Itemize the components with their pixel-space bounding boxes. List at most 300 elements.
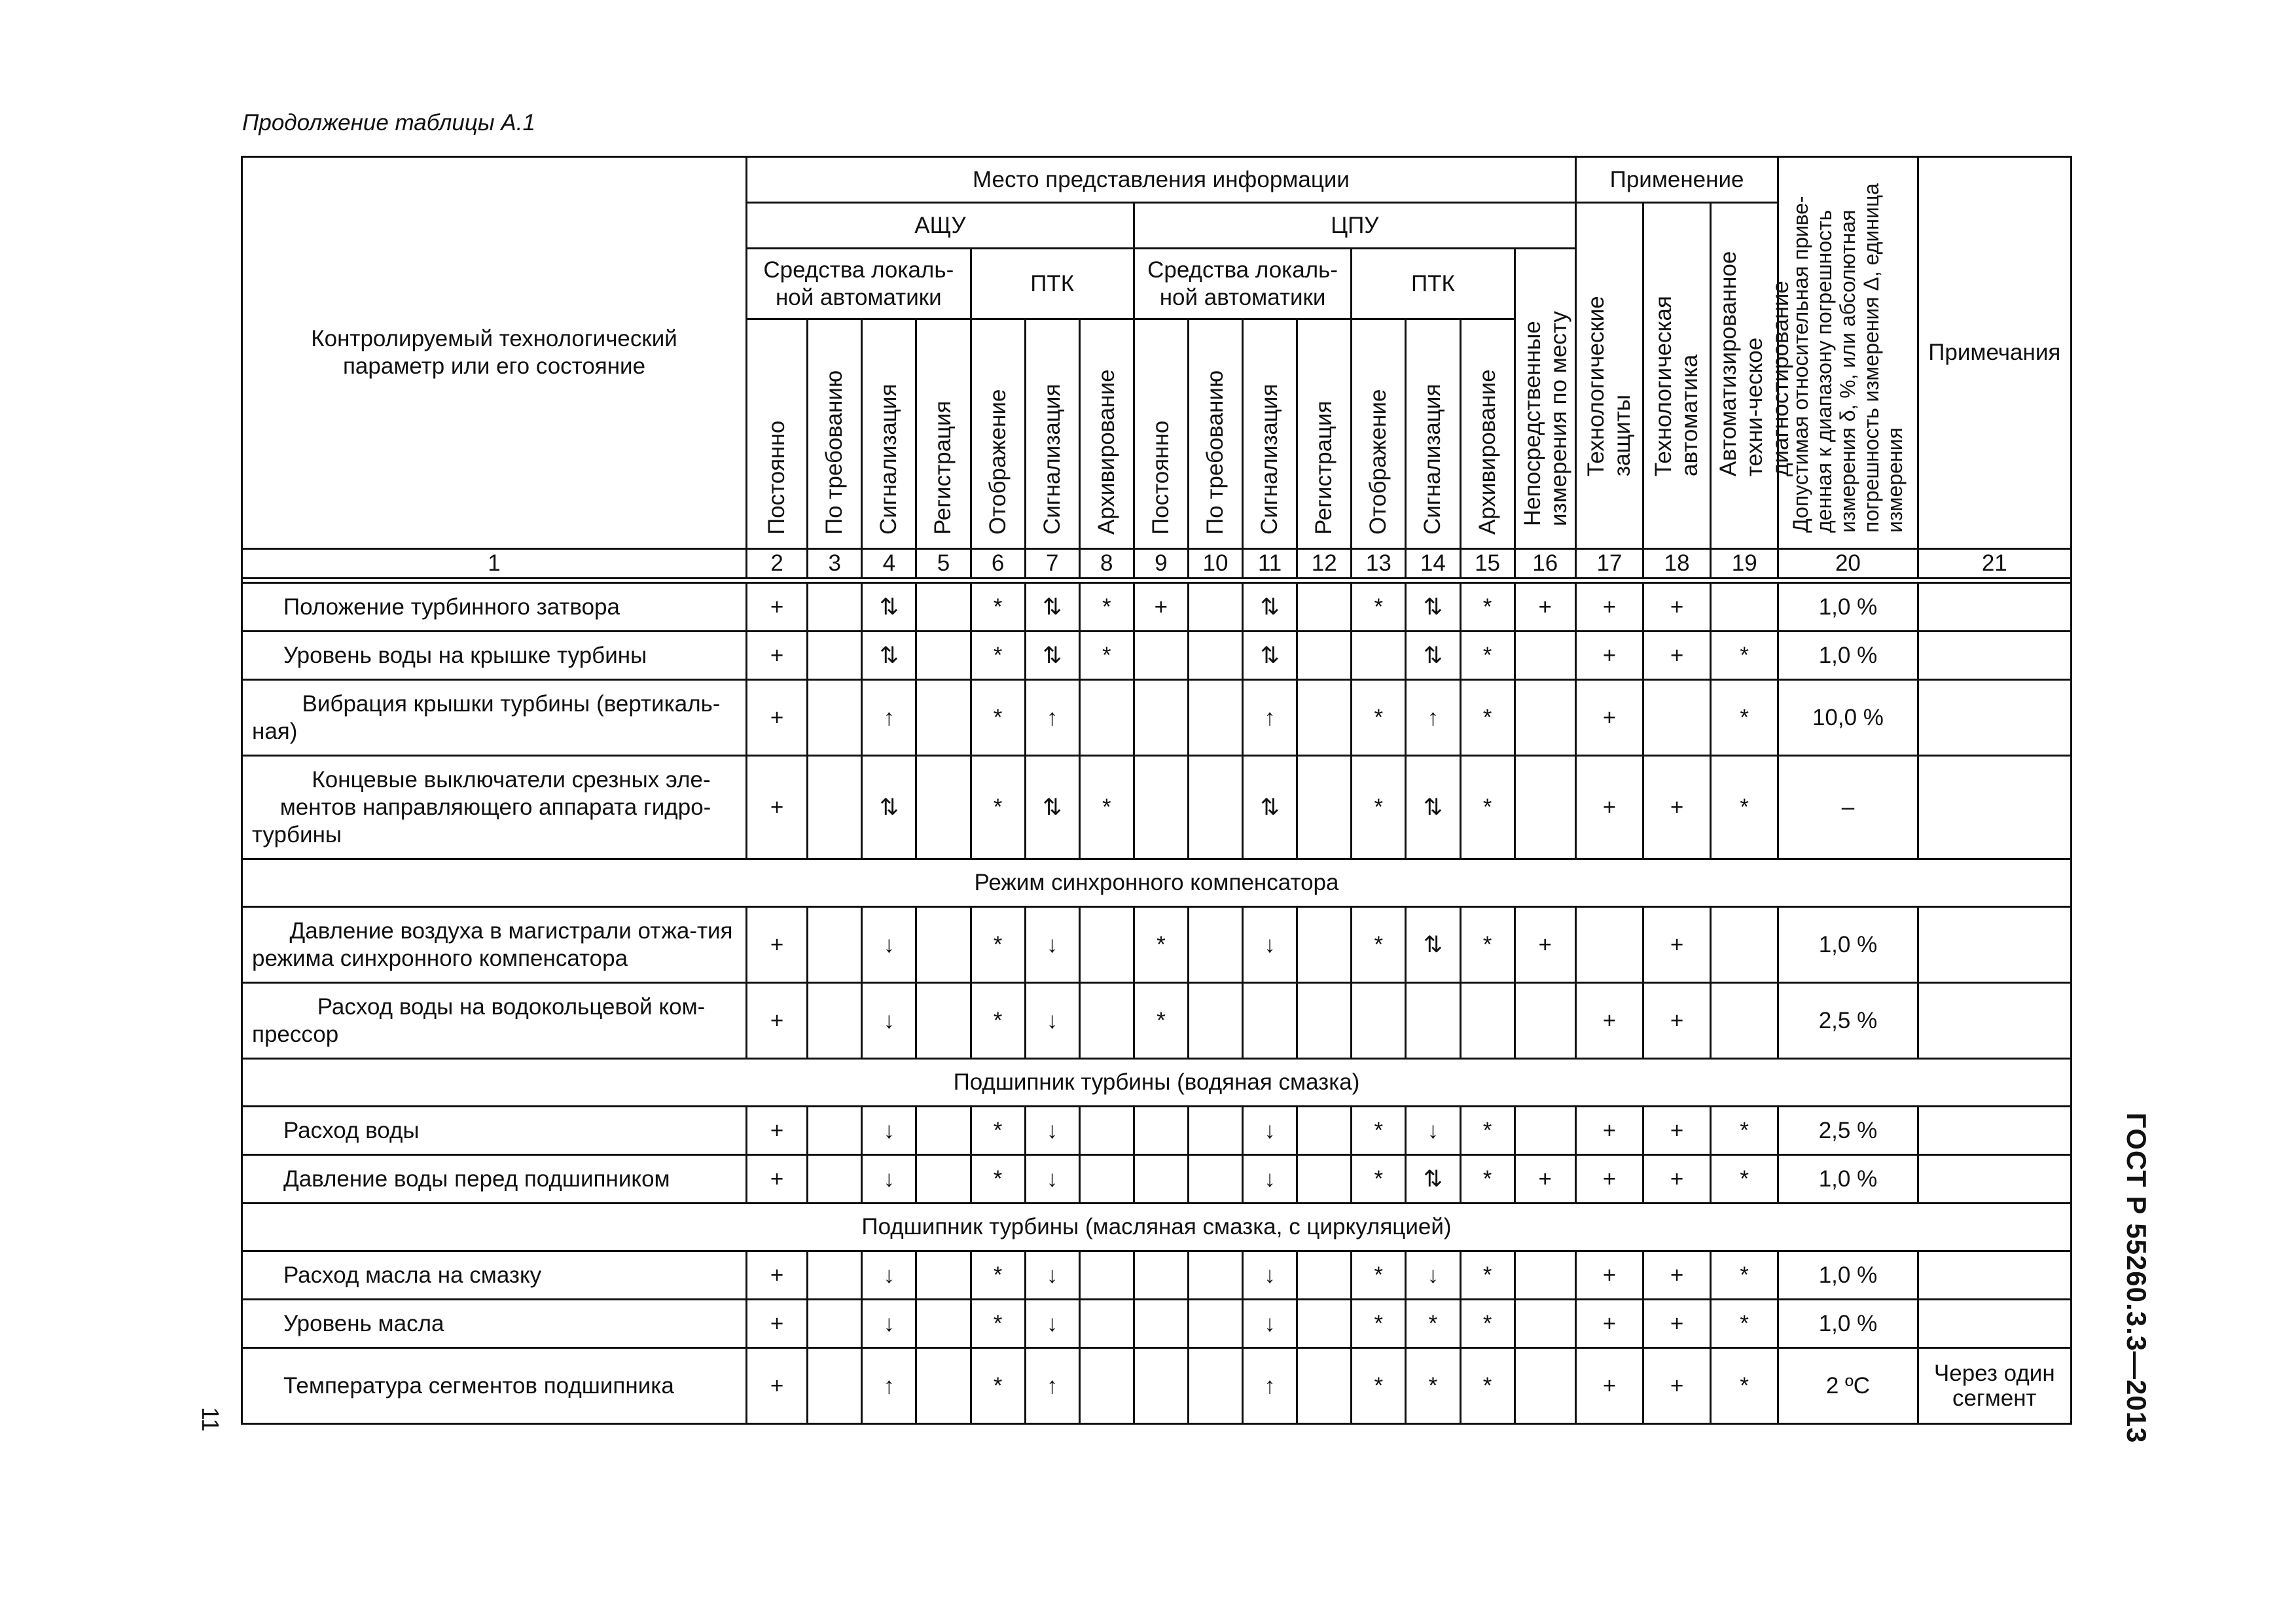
- header-c11: Сигнализация: [1243, 319, 1297, 549]
- table-row: [242, 1155, 2072, 1204]
- table-cell-col-11: ⇅: [1243, 632, 1297, 680]
- table-cell-col-17: +: [1575, 680, 1643, 756]
- header-c14: Сигнализация: [1406, 319, 1460, 549]
- table-cell-col-5: [916, 1300, 971, 1348]
- parameter-name: Температура сегментов подшипника: [242, 1348, 747, 1424]
- table-cell-col-2: +: [747, 907, 808, 983]
- table-cell-col-15: *: [1460, 756, 1515, 859]
- parameter-name: Концевые выключатели срезных эле-ментов направляющего аппарата гидро-турбины: [242, 756, 747, 859]
- column-number: 21: [1918, 549, 2071, 579]
- parameter-name: Давление воды перед подшипником: [242, 1155, 747, 1204]
- table-cell-col-11: [1243, 983, 1297, 1059]
- table-cell-col-10: [1188, 1107, 1242, 1155]
- header-ashu-local-auto: Средства локаль-ной автоматики: [747, 249, 971, 319]
- table-cell-col-21: [1918, 1300, 2071, 1348]
- column-number: 19: [1711, 549, 1778, 579]
- table-cell-col-13: *: [1352, 1107, 1406, 1155]
- table-cell-col-13: *: [1352, 1300, 1406, 1348]
- table-cell-col-12: [1297, 680, 1352, 756]
- table-cell-col-19: *: [1711, 756, 1778, 859]
- table-cell-col-21: [1918, 756, 2071, 859]
- table-cell-col-16: [1515, 756, 1575, 859]
- table-cell-col-4: ↓: [862, 1251, 916, 1300]
- table-cell-col-15: [1460, 983, 1515, 1059]
- table-cell-col-14: ↓: [1406, 1107, 1460, 1155]
- table-cell-col-9: [1134, 1348, 1188, 1424]
- header-c10: По требованию: [1188, 319, 1242, 549]
- column-number: 2: [747, 549, 808, 579]
- table-cell-col-21: [1918, 680, 2071, 756]
- table-cell-col-18: +: [1643, 983, 1711, 1059]
- table-cell-col-7: ⇅: [1025, 756, 1079, 859]
- table-cell-col-21: [1918, 983, 2071, 1059]
- column-number: 7: [1025, 549, 1079, 579]
- column-number: 1: [242, 549, 747, 579]
- table-cell-col-12: [1297, 1155, 1352, 1204]
- table-cell-col-20: 1,0 %: [1778, 583, 1918, 632]
- table-cell-col-14: *: [1406, 1300, 1460, 1348]
- table-cell-col-8: [1079, 1251, 1134, 1300]
- table-cell-col-10: [1188, 583, 1242, 632]
- table-cell-col-12: [1297, 983, 1352, 1059]
- table-cell-col-19: *: [1711, 1300, 1778, 1348]
- table-cell-col-14: ⇅: [1406, 907, 1460, 983]
- table-cell-col-10: [1188, 756, 1242, 859]
- header-place-info: Место представления информации: [747, 157, 1576, 203]
- table-cell-col-20: 1,0 %: [1778, 1155, 1918, 1204]
- table-row: [242, 632, 2072, 680]
- table-cell-col-9: [1134, 1107, 1188, 1155]
- table-cell-col-3: [808, 583, 862, 632]
- table-body: [242, 583, 2072, 1424]
- table-cell-col-3: [808, 1300, 862, 1348]
- table-cell-col-13: [1352, 983, 1406, 1059]
- table-cell-col-14: ⇅: [1406, 756, 1460, 859]
- column-number: 12: [1297, 549, 1352, 579]
- parameter-name: Расход воды: [242, 1107, 747, 1155]
- table-cell-col-18: +: [1643, 1251, 1711, 1300]
- column-number: 15: [1460, 549, 1515, 579]
- table-cell-col-2: +: [747, 1300, 808, 1348]
- table-cell-col-11: ↓: [1243, 1107, 1297, 1155]
- table-cell-col-16: [1515, 1348, 1575, 1424]
- table-cell-col-17: +: [1575, 1348, 1643, 1424]
- table-row: [242, 1251, 2072, 1300]
- table-cell-col-4: ↑: [862, 1348, 916, 1424]
- section-row: [242, 859, 2072, 907]
- table-cell-col-10: [1188, 632, 1242, 680]
- table-cell-col-17: +: [1575, 1155, 1643, 1204]
- table-cell-col-10: [1188, 680, 1242, 756]
- table-cell-col-4: ⇅: [862, 756, 916, 859]
- table-cell-col-17: [1575, 907, 1643, 983]
- table-cell-col-8: [1079, 907, 1134, 983]
- table-cell-col-2: +: [747, 1107, 808, 1155]
- table-cell-col-5: [916, 983, 971, 1059]
- header-c5: Регистрация: [916, 319, 971, 549]
- table-cell-col-2: +: [747, 680, 808, 756]
- table-cell-col-20: 1,0 %: [1778, 907, 1918, 983]
- table-cell-col-12: [1297, 1251, 1352, 1300]
- table-cell-col-18: +: [1643, 632, 1711, 680]
- table-cell-col-20: 2 ºС: [1778, 1348, 1918, 1424]
- table-cell-col-9: +: [1134, 583, 1188, 632]
- table-cell-col-3: [808, 1348, 862, 1424]
- table-cell-col-7: ↓: [1025, 983, 1079, 1059]
- table-cell-col-4: ↓: [862, 983, 916, 1059]
- table-cell-col-19: [1711, 583, 1778, 632]
- header-c16: Непосредственные измерения по месту: [1515, 249, 1575, 549]
- table-cell-col-16: [1515, 983, 1575, 1059]
- table-cell-col-13: *: [1352, 1251, 1406, 1300]
- table-cell-col-21: [1918, 1155, 2071, 1204]
- table-cell-col-18: +: [1643, 1348, 1711, 1424]
- table-cell-col-10: [1188, 983, 1242, 1059]
- table-cell-col-13: *: [1352, 583, 1406, 632]
- table-cell-col-7: ↓: [1025, 1155, 1079, 1204]
- section-title: Подшипник турбины (водяная смазка): [242, 1059, 2072, 1107]
- table-cell-col-2: +: [747, 1251, 808, 1300]
- header-c12: Регистрация: [1297, 319, 1352, 549]
- table-cell-col-15: *: [1460, 907, 1515, 983]
- table-cell-col-4: ↓: [862, 1155, 916, 1204]
- table-cell-col-12: [1297, 1300, 1352, 1348]
- table-cell-col-20: 2,5 %: [1778, 1107, 1918, 1155]
- table-cell-col-21: [1918, 907, 2071, 983]
- table-cell-col-6: *: [971, 1300, 1025, 1348]
- table-cell-col-16: [1515, 1251, 1575, 1300]
- table-row: [242, 1348, 2072, 1424]
- column-number: 18: [1643, 549, 1711, 579]
- table-cell-col-5: [916, 583, 971, 632]
- table-cell-col-5: [916, 680, 971, 756]
- table-cell-col-10: [1188, 907, 1242, 983]
- table-cell-col-21: [1918, 1107, 2071, 1155]
- header-c6: Отображение: [971, 319, 1025, 549]
- table-cell-col-13: *: [1352, 907, 1406, 983]
- parameter-name: Уровень воды на крышке турбины: [242, 632, 747, 680]
- table-cell-col-9: *: [1134, 907, 1188, 983]
- column-number: 8: [1079, 549, 1134, 579]
- header-c8: Архивирование: [1079, 319, 1134, 549]
- header-accuracy: Допустимая относительная приве-денная к диапазону погрешность измерения δ, %, или абсолютная погрешность измерения Δ, единица измерения: [1778, 157, 1918, 549]
- document-id: ГОСТ Р 55260.3.3—2013: [2121, 1113, 2152, 1444]
- table-cell-col-4: ↓: [862, 1107, 916, 1155]
- table-cell-col-3: [808, 632, 862, 680]
- table-cell-col-10: [1188, 1300, 1242, 1348]
- table-row: [242, 583, 2072, 632]
- table-cell-col-14: [1406, 983, 1460, 1059]
- table-cell-col-3: [808, 756, 862, 859]
- table-row: [242, 1107, 2072, 1155]
- table-cell-col-10: [1188, 1348, 1242, 1424]
- table-cell-col-5: [916, 1107, 971, 1155]
- table-cell-col-15: *: [1460, 1348, 1515, 1424]
- table-cell-col-14: ⇅: [1406, 1155, 1460, 1204]
- table-cell-col-20: 10,0 %: [1778, 680, 1918, 756]
- table-row: [242, 1300, 2072, 1348]
- table-cell-col-21: Через один сегмент: [1918, 1348, 2071, 1424]
- table-cell-col-8: *: [1079, 756, 1134, 859]
- table-cell-col-20: 1,0 %: [1778, 1300, 1918, 1348]
- table-cell-col-10: [1188, 1155, 1242, 1204]
- header-c15: Архивирование: [1460, 319, 1515, 549]
- parameter-name: Вибрация крышки турбины (вертикаль-ная): [242, 680, 747, 756]
- table-cell-col-9: [1134, 1251, 1188, 1300]
- table-cell-col-5: [916, 907, 971, 983]
- header-c7: Сигнализация: [1025, 319, 1079, 549]
- table-cell-col-17: +: [1575, 1300, 1643, 1348]
- header-c18: Технологическая автоматика: [1643, 203, 1711, 549]
- table-cell-col-4: ↑: [862, 680, 916, 756]
- table-cell-col-19: [1711, 983, 1778, 1059]
- table-cell-col-8: [1079, 1348, 1134, 1424]
- table-cell-col-9: [1134, 1300, 1188, 1348]
- header-c2: Постоянно: [747, 319, 808, 549]
- table-cell-col-3: [808, 1251, 862, 1300]
- table-cell-col-19: *: [1711, 1348, 1778, 1424]
- table-cell-col-7: ↑: [1025, 1348, 1079, 1424]
- table-cell-col-8: [1079, 1107, 1134, 1155]
- table-cell-col-18: +: [1643, 756, 1711, 859]
- table-cell-col-18: [1643, 680, 1711, 756]
- table-cell-col-2: +: [747, 756, 808, 859]
- table-cell-col-15: *: [1460, 632, 1515, 680]
- table-cell-col-8: *: [1079, 583, 1134, 632]
- table-cell-col-12: [1297, 1107, 1352, 1155]
- header-notes: Примечания: [1918, 157, 2071, 549]
- header-ashu: АЩУ: [747, 203, 1134, 249]
- table-cell-col-11: ↓: [1243, 1155, 1297, 1204]
- table-cell-col-13: *: [1352, 1155, 1406, 1204]
- page-number: 11: [197, 1407, 224, 1432]
- column-number: 16: [1515, 549, 1575, 579]
- table-row: [242, 907, 2072, 983]
- table-cell-col-9: [1134, 1155, 1188, 1204]
- section-title: Подшипник турбины (масляная смазка, с циркуляцией): [242, 1204, 2072, 1251]
- table-cell-col-19: *: [1711, 1107, 1778, 1155]
- table-cell-col-13: *: [1352, 1348, 1406, 1424]
- table-cell-col-7: ↓: [1025, 1107, 1079, 1155]
- table-cell-col-9: *: [1134, 983, 1188, 1059]
- table-cell-col-5: [916, 1155, 971, 1204]
- table-cell-col-17: +: [1575, 983, 1643, 1059]
- table-cell-col-16: +: [1515, 1155, 1575, 1204]
- table-cell-col-4: ↓: [862, 1300, 916, 1348]
- table-cell-col-10: [1188, 1251, 1242, 1300]
- table-cell-col-20: –: [1778, 756, 1918, 859]
- table-cell-col-7: ↓: [1025, 907, 1079, 983]
- table-cell-col-3: [808, 1107, 862, 1155]
- table-cell-col-21: [1918, 1251, 2071, 1300]
- header-application: Применение: [1575, 157, 1778, 203]
- table-cell-col-14: ⇅: [1406, 632, 1460, 680]
- table-cell-col-7: ↓: [1025, 1251, 1079, 1300]
- table-cell-col-16: [1515, 1300, 1575, 1348]
- header-cpu: ЦПУ: [1134, 203, 1575, 249]
- table-cell-col-17: +: [1575, 756, 1643, 859]
- table-cell-col-17: +: [1575, 1251, 1643, 1300]
- table-cell-col-15: *: [1460, 1251, 1515, 1300]
- table-cell-col-14: ⇅: [1406, 583, 1460, 632]
- table-cell-col-19: *: [1711, 632, 1778, 680]
- table-cell-col-21: [1918, 583, 2071, 632]
- table-cell-col-7: ↑: [1025, 680, 1079, 756]
- table-cell-col-8: [1079, 1155, 1134, 1204]
- table-cell-col-15: *: [1460, 583, 1515, 632]
- table-cell-col-9: [1134, 756, 1188, 859]
- header-c4: Сигнализация: [862, 319, 916, 549]
- table-cell-col-8: [1079, 1300, 1134, 1348]
- table-cell-col-15: *: [1460, 1300, 1515, 1348]
- parameter-name: Положение турбинного затвора: [242, 583, 747, 632]
- table-cell-col-16: [1515, 680, 1575, 756]
- column-number: 11: [1243, 549, 1297, 579]
- table-cell-col-5: [916, 756, 971, 859]
- table-row: [242, 756, 2072, 859]
- table-cell-col-12: [1297, 583, 1352, 632]
- table-cell-col-9: [1134, 680, 1188, 756]
- table-cell-col-17: +: [1575, 1107, 1643, 1155]
- header-ashu-ptk: ПТК: [971, 249, 1134, 319]
- header-c13: Отображение: [1352, 319, 1406, 549]
- table-cell-col-5: [916, 1348, 971, 1424]
- section-row: [242, 1204, 2072, 1251]
- table-cell-col-5: [916, 1251, 971, 1300]
- header-c19: Автоматизированное техни-ческое диагностирование: [1711, 203, 1778, 549]
- table-cell-col-3: [808, 1155, 862, 1204]
- table-cell-col-18: +: [1643, 907, 1711, 983]
- table-cell-col-16: +: [1515, 907, 1575, 983]
- table-cell-col-7: ↓: [1025, 1300, 1079, 1348]
- table-cell-col-2: +: [747, 1155, 808, 1204]
- table-cell-col-17: +: [1575, 632, 1643, 680]
- table-cell-col-3: [808, 680, 862, 756]
- table-cell-col-14: *: [1406, 1348, 1460, 1424]
- table-cell-col-7: ⇅: [1025, 632, 1079, 680]
- table-cell-col-21: [1918, 632, 2071, 680]
- table-cell-col-2: +: [747, 1348, 808, 1424]
- header-c3: По требованию: [808, 319, 862, 549]
- table-cell-col-4: ⇅: [862, 632, 916, 680]
- table-cell-col-6: *: [971, 1155, 1025, 1204]
- parameter-table: [241, 156, 2072, 1425]
- header-cpu-ptk: ПТК: [1352, 249, 1515, 319]
- table-cell-col-16: +: [1515, 583, 1575, 632]
- table-cell-col-11: ↓: [1243, 1300, 1297, 1348]
- table-cell-col-11: ↓: [1243, 1251, 1297, 1300]
- header-cpu-local-auto: Средства локаль-ной автоматики: [1134, 249, 1351, 319]
- table-row: [242, 983, 2072, 1059]
- table-cell-col-6: *: [971, 632, 1025, 680]
- table-cell-col-7: ⇅: [1025, 583, 1079, 632]
- table-cell-col-15: *: [1460, 680, 1515, 756]
- table-cell-col-11: ⇅: [1243, 756, 1297, 859]
- table-cell-col-18: +: [1643, 1155, 1711, 1204]
- table-cell-col-4: ⇅: [862, 583, 916, 632]
- column-number: 13: [1352, 549, 1406, 579]
- table-cell-col-8: *: [1079, 632, 1134, 680]
- table-cell-col-20: 2,5 %: [1778, 983, 1918, 1059]
- table-cell-col-13: *: [1352, 680, 1406, 756]
- table-cell-col-15: *: [1460, 1155, 1515, 1204]
- table-cell-col-2: +: [747, 632, 808, 680]
- double-rule: [242, 579, 2072, 583]
- table-cell-col-6: *: [971, 907, 1025, 983]
- table-cell-col-3: [808, 907, 862, 983]
- section-row: [242, 1059, 2072, 1107]
- table-cell-col-14: ↓: [1406, 1251, 1460, 1300]
- table-cell-col-2: +: [747, 983, 808, 1059]
- table-cell-col-3: [808, 983, 862, 1059]
- table-cell-col-15: *: [1460, 1107, 1515, 1155]
- table-cell-col-4: ↓: [862, 907, 916, 983]
- column-number: 9: [1134, 549, 1188, 579]
- column-number-row: [242, 549, 2072, 579]
- table-cell-col-6: *: [971, 1107, 1025, 1155]
- table-cell-col-12: [1297, 907, 1352, 983]
- table-cell-col-18: +: [1643, 1107, 1711, 1155]
- table-row: [242, 680, 2072, 756]
- table-cell-col-18: +: [1643, 583, 1711, 632]
- table-cell-col-17: +: [1575, 583, 1643, 632]
- table-cell-col-14: ↑: [1406, 680, 1460, 756]
- table-cell-col-9: [1134, 632, 1188, 680]
- parameter-name: Расход масла на смазку: [242, 1251, 747, 1300]
- table-cell-col-6: *: [971, 983, 1025, 1059]
- table-cell-col-12: [1297, 632, 1352, 680]
- table-cell-col-19: *: [1711, 680, 1778, 756]
- column-number: 10: [1188, 549, 1242, 579]
- parameter-name: Расход воды на водокольцевой ком-прессор: [242, 983, 747, 1059]
- table-cell-col-6: *: [971, 583, 1025, 632]
- parameter-name: Уровень масла: [242, 1300, 747, 1348]
- table-caption: Продолжение таблицы А.1: [242, 110, 535, 135]
- table-cell-col-5: [916, 632, 971, 680]
- header-param: Контролируемый технологический параметр или его состояние: [242, 157, 747, 549]
- table-cell-col-18: +: [1643, 1300, 1711, 1348]
- column-number: 4: [862, 549, 916, 579]
- table-cell-col-13: *: [1352, 756, 1406, 859]
- table-cell-col-12: [1297, 756, 1352, 859]
- table-cell-col-8: [1079, 680, 1134, 756]
- table-cell-col-11: ↑: [1243, 680, 1297, 756]
- column-number: 17: [1575, 549, 1643, 579]
- column-number: 5: [916, 549, 971, 579]
- table-cell-col-12: [1297, 1348, 1352, 1424]
- column-number: 20: [1778, 549, 1918, 579]
- table-cell-col-11: ↑: [1243, 1348, 1297, 1424]
- table-cell-col-20: 1,0 %: [1778, 1251, 1918, 1300]
- table-cell-col-20: 1,0 %: [1778, 632, 1918, 680]
- header-c17: Технологические защиты: [1575, 203, 1643, 549]
- table-cell-col-6: *: [971, 1251, 1025, 1300]
- table-cell-col-13: [1352, 632, 1406, 680]
- column-number: 14: [1406, 549, 1460, 579]
- table-cell-col-11: ↓: [1243, 907, 1297, 983]
- table-cell-col-2: +: [747, 583, 808, 632]
- table-cell-col-19: *: [1711, 1155, 1778, 1204]
- section-title: Режим синхронного компенсатора: [242, 859, 2072, 907]
- column-number: 6: [971, 549, 1025, 579]
- parameter-name: Давление воздуха в магистрали отжа-тия режима синхронного компенсатора: [242, 907, 747, 983]
- table-cell-col-6: *: [971, 1348, 1025, 1424]
- table-cell-col-19: *: [1711, 1251, 1778, 1300]
- table-cell-col-6: *: [971, 756, 1025, 859]
- table-cell-col-8: [1079, 983, 1134, 1059]
- header-c9: Постоянно: [1134, 319, 1188, 549]
- table-cell-col-11: ⇅: [1243, 583, 1297, 632]
